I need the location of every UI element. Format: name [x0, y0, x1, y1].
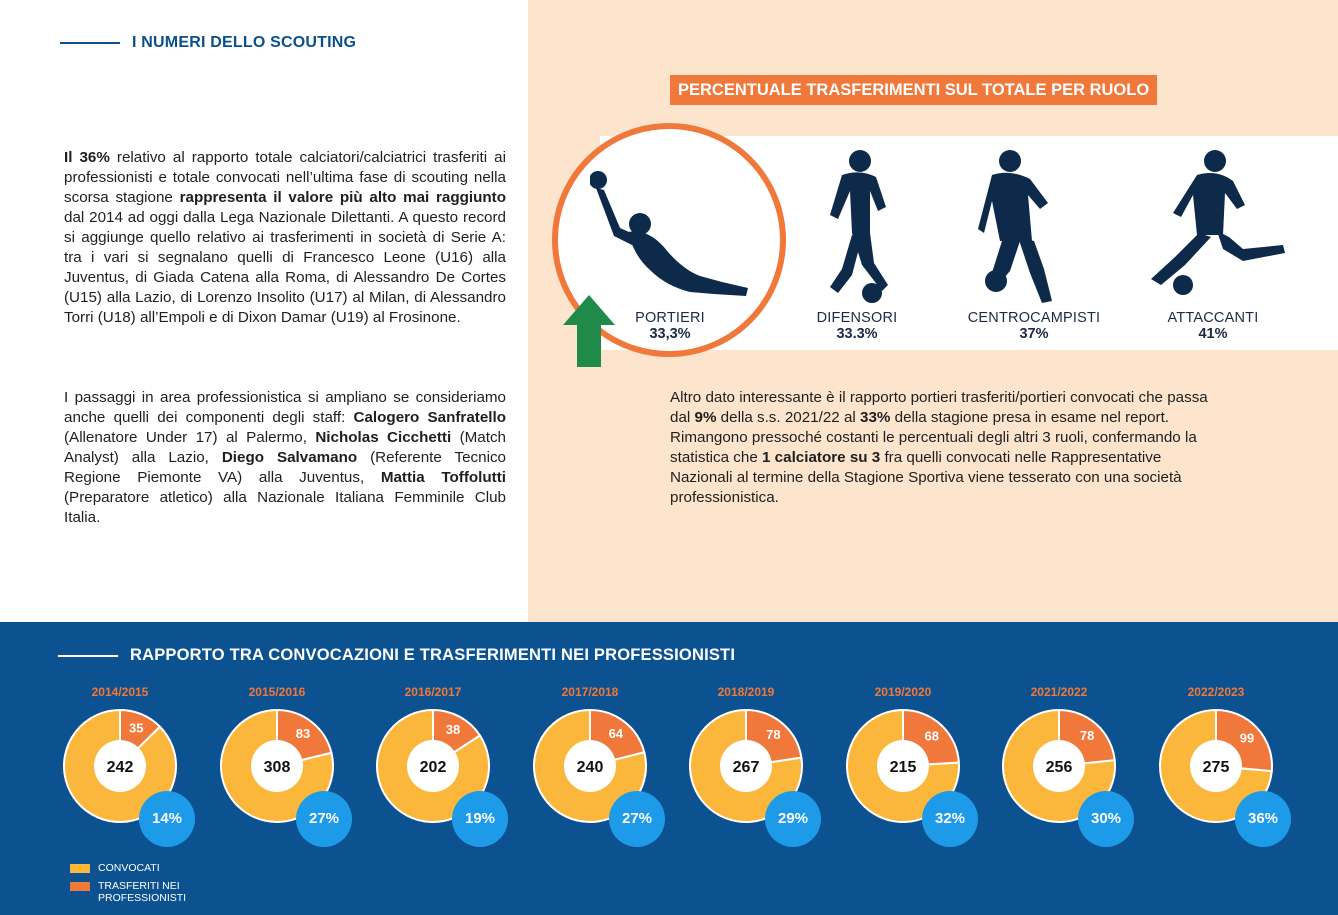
bold-text: Diego Salvamano [221, 449, 358, 466]
text-run: (Allenatore Under 17) al Palermo, [64, 429, 316, 446]
legend-swatch [70, 864, 90, 873]
ratio-badge: 32% [922, 791, 978, 847]
role-percentage: 33,3% [649, 326, 691, 342]
ratio-badge: 27% [296, 791, 352, 847]
donut-trasferiti-value: 78 [1079, 727, 1095, 743]
text-run: della stagione presa in esame nel report. Rimangono pressoché costanti le percentuali degli altri 3 ruoli, confermando la statistica che [670, 409, 1197, 466]
role-name: PORTIERI [635, 310, 705, 326]
role-midfielder [948, 145, 1120, 342]
ratio-badge: 27% [609, 791, 665, 847]
ratio-badge: 19% [452, 791, 508, 847]
bold-text: rappresenta il valore più alto mai raggiunto [179, 189, 506, 206]
text-run: dal 2014 ad oggi dalla Lega Nazionale Dilettanti. A questo record si aggiunge quello relativo ai trasferimenti in società di Serie A: tra i vari si segnalano quelli di Francesco Leone (U16) alla Juventus, di Giada Catena alla Roma, di Alessandro De Cortes (U15) alla Lazio, di Lorenzo Insolito (U17) al Milan, di Alessandro Torri (U18) all’Empoli e di Dixon Damar (U19) al Frosinone. [64, 209, 506, 326]
donut-trasferiti-value: 38 [445, 722, 461, 738]
defender-icon [790, 145, 924, 305]
bold-text: Mattia Toffolutti [380, 469, 507, 486]
donut-convocati-value: 275 [1202, 759, 1230, 776]
bold-text: Calogero Sanfratello [353, 409, 506, 426]
ratio-badge: 14% [139, 791, 195, 847]
role-midfielder-label [948, 310, 1120, 342]
donut-convocati-value: 202 [419, 759, 447, 776]
arrow-up-icon [563, 295, 615, 367]
bottom-header [58, 646, 735, 665]
text-run: (Referente Tecnico Regione Piemonte VA) alla Juventus, [64, 449, 506, 486]
donut-convocati-value: 242 [106, 759, 134, 776]
donut-convocati-value: 267 [732, 759, 760, 776]
role-percentage: 37% [1019, 326, 1049, 342]
chart-year-label: 2021/2022 [1030, 685, 1088, 699]
donut-trasferiti-value: 64 [608, 725, 624, 741]
donut-trasferiti-value: 35 [129, 720, 144, 736]
bold-text: Nicholas Cicchetti [315, 429, 452, 446]
goalkeeper-paragraph [670, 388, 1210, 508]
legend-item-trasferiti [70, 880, 208, 904]
midfielder-icon [948, 145, 1120, 305]
chart-year-label: 2018/2019 [717, 685, 775, 699]
legend-label: TRASFERITI NEI PROFESSIONISTI [98, 880, 187, 904]
scouting-paragraph-1 [64, 148, 506, 328]
legend-item-convocati [70, 862, 208, 874]
text-run: fra quelli convocati nelle Rappresentative Nazionali al termine della Stagione Sportiva viene tesserato con una società professionistica. [670, 449, 1182, 506]
ratio-badge: 30% [1078, 791, 1134, 847]
text-run: relativo al rapporto totale calciatori/calciatrici trasferiti ai professionisti e totale convocati nell’ultima fase di scouting nella scorsa stagione [64, 149, 506, 206]
text-run: della s.s. 2021/22 al [716, 409, 860, 426]
ratio-badge: 29% [765, 791, 821, 847]
legend-label: CONVOCATI [98, 862, 160, 874]
header-rule [58, 655, 118, 657]
chart-year-label: 2015/2016 [248, 685, 306, 699]
text-run: (Match Analyst) alla Lazio, [64, 429, 506, 466]
section-title: I NUMERI DELLO SCOUTING [132, 34, 357, 51]
goalkeeper-icon [590, 170, 750, 300]
donut-trasferiti-value: 78 [766, 727, 781, 743]
striker-icon [1133, 145, 1293, 305]
text-run: (Preparatore atletico) alla Nazionale Italiana Femminile Club Italia. [64, 489, 506, 526]
role-goalkeeper [590, 170, 750, 342]
role-percentage: 33.3% [836, 326, 878, 342]
donut-trasferiti-value: 83 [295, 725, 311, 741]
role-name: CENTROCAMPISTI [967, 310, 1101, 326]
role-striker [1133, 145, 1293, 342]
legend-swatch [70, 882, 90, 891]
header-rule [60, 42, 120, 44]
chart-year-label: 2017/2018 [561, 685, 619, 699]
donut-convocati-value: 308 [263, 759, 291, 776]
bottom-title: RAPPORTO TRA CONVOCAZIONI E TRASFERIMENTI NEI PROFESSIONISTI [130, 646, 736, 664]
chart-year-label: 2019/2020 [874, 685, 932, 699]
text-run: Altro dato interessante è il rapporto portieri trasferiti/portieri convocati che passa dal [670, 389, 1208, 426]
role-defender-label [790, 310, 924, 342]
role-name: DIFENSORI [816, 310, 898, 326]
role-striker-label [1133, 310, 1293, 342]
section-header [60, 34, 356, 52]
chart-year-label: 2022/2023 [1187, 685, 1245, 699]
role-name: ATTACCANTI [1167, 310, 1259, 326]
donut-convocati-value: 215 [889, 759, 917, 776]
scouting-paragraph-2 [64, 388, 506, 528]
chart-year-label: 2014/2015 [91, 685, 149, 699]
bold-text: 9% [694, 409, 717, 426]
chart-year-label: 2016/2017 [404, 685, 462, 699]
chart-legend [70, 862, 208, 910]
donut-convocati-value: 240 [576, 759, 604, 776]
bold-text: Il 36% [64, 149, 110, 166]
text-run: I passaggi in area professionistica si ampliano se consideriamo anche quelli dei componenti degli staff: [64, 389, 506, 426]
donut-trasferiti-value: 68 [924, 728, 940, 744]
roles-banner: PERCENTUALE TRASFERIMENTI SUL TOTALE PER RUOLO [670, 75, 1157, 105]
ratio-badge: 36% [1235, 791, 1291, 847]
bold-text: 33% [860, 409, 891, 426]
bold-text: 1 calciatore su 3 [762, 449, 881, 466]
role-percentage: 41% [1198, 326, 1228, 342]
donut-convocati-value: 256 [1045, 759, 1073, 776]
donut-trasferiti-value: 99 [1239, 730, 1255, 746]
role-defender [790, 145, 924, 342]
